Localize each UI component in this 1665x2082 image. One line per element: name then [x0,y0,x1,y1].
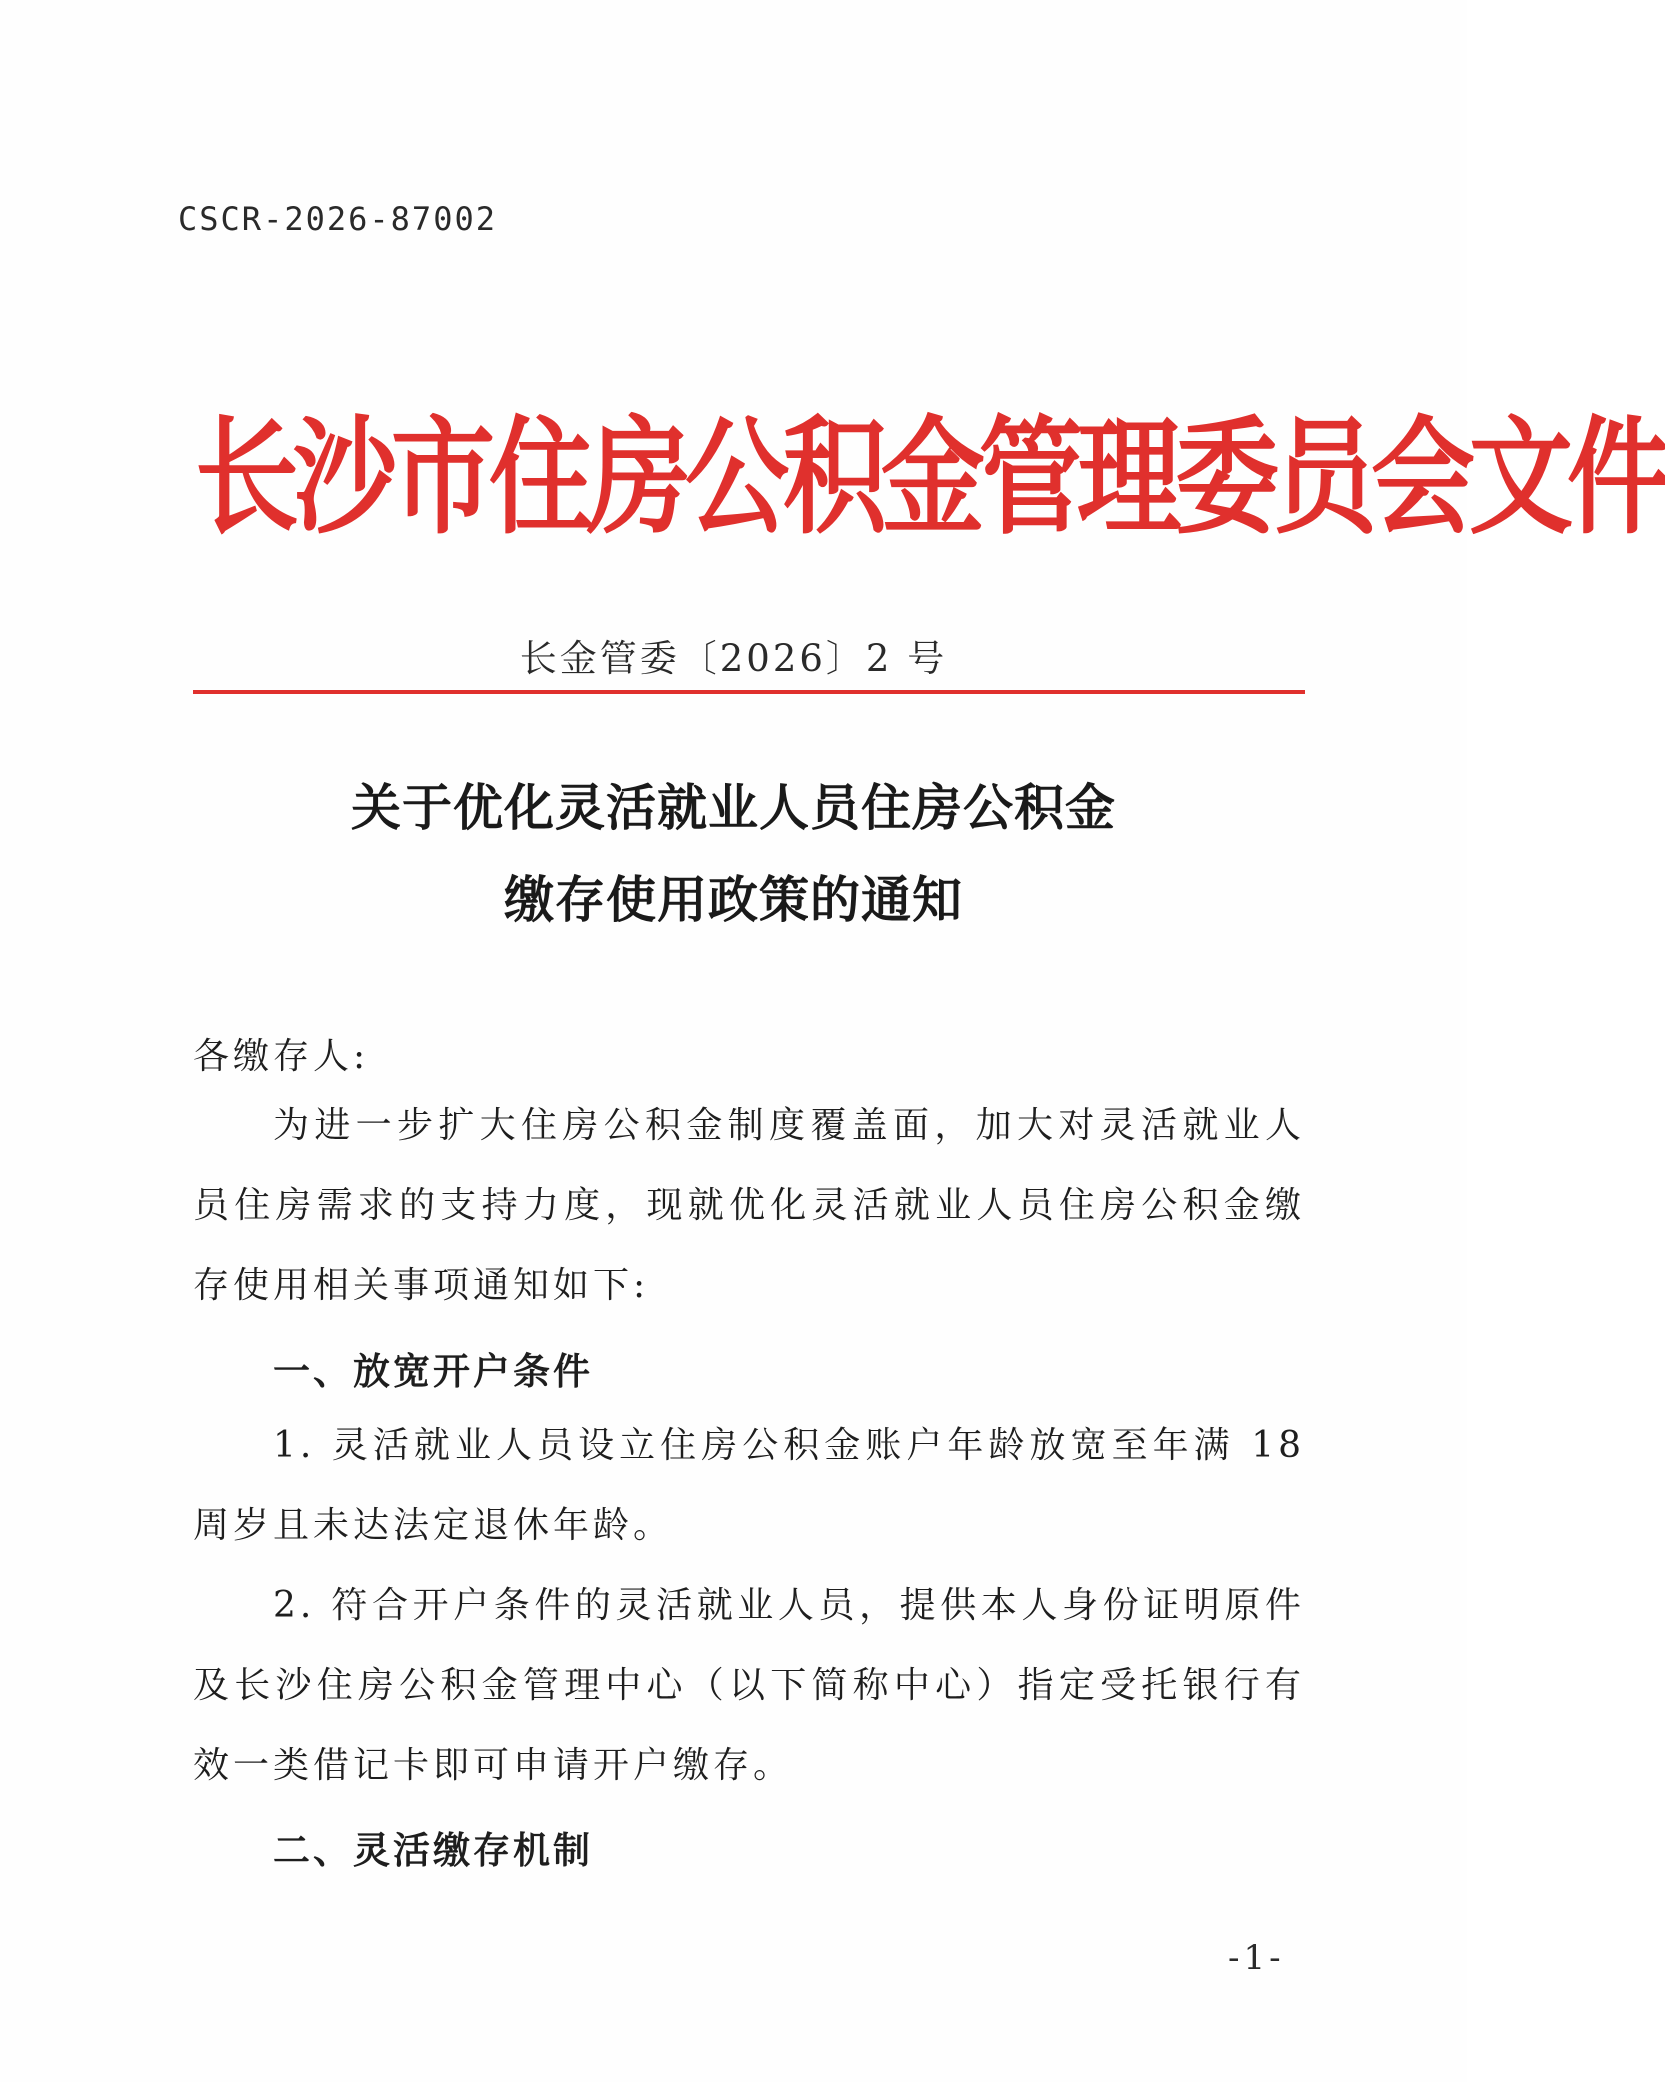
intro-paragraph: 为进一步扩大住房公积金制度覆盖面，加大对灵活就业人员住房需求的支持力度，现就优化灵活就业人员住房公积金缴存使用相关事项通知如下: [193,1105,1305,1306]
section-heading-2: 二、灵活缴存机制 [273,1829,593,1872]
title-line-1: 关于优化灵活就业人员住房公积金 [351,778,1116,837]
clause-paragraph-1: 1. 灵活就业人员设立住房公积金账户年龄放宽至年满 18 周岁且未达法定退休年龄。 [193,1425,1305,1546]
red-divider [193,690,1305,694]
title-line-2: 缴存使用政策的通知 [504,870,963,929]
document-number: 长金管委〔2026〕2 号 [519,637,948,680]
salutation: 各缴存人: [193,1036,370,1077]
issuer-header: 长沙市住房公积金管理委员会文件 [195,403,1665,552]
document-code: CSCR-2026-87002 [178,200,497,238]
section-heading-1: 一、放宽开户条件 [273,1350,593,1393]
clause-paragraph-2: 2. 符合开户条件的灵活就业人员，提供本人身份证明原件及长沙住房公积金管理中心（以下简称中心）指定受托银行有效一类借记卡即可申请开户缴存。 [193,1585,1305,1786]
page-number: -1- [1228,1938,1285,1978]
